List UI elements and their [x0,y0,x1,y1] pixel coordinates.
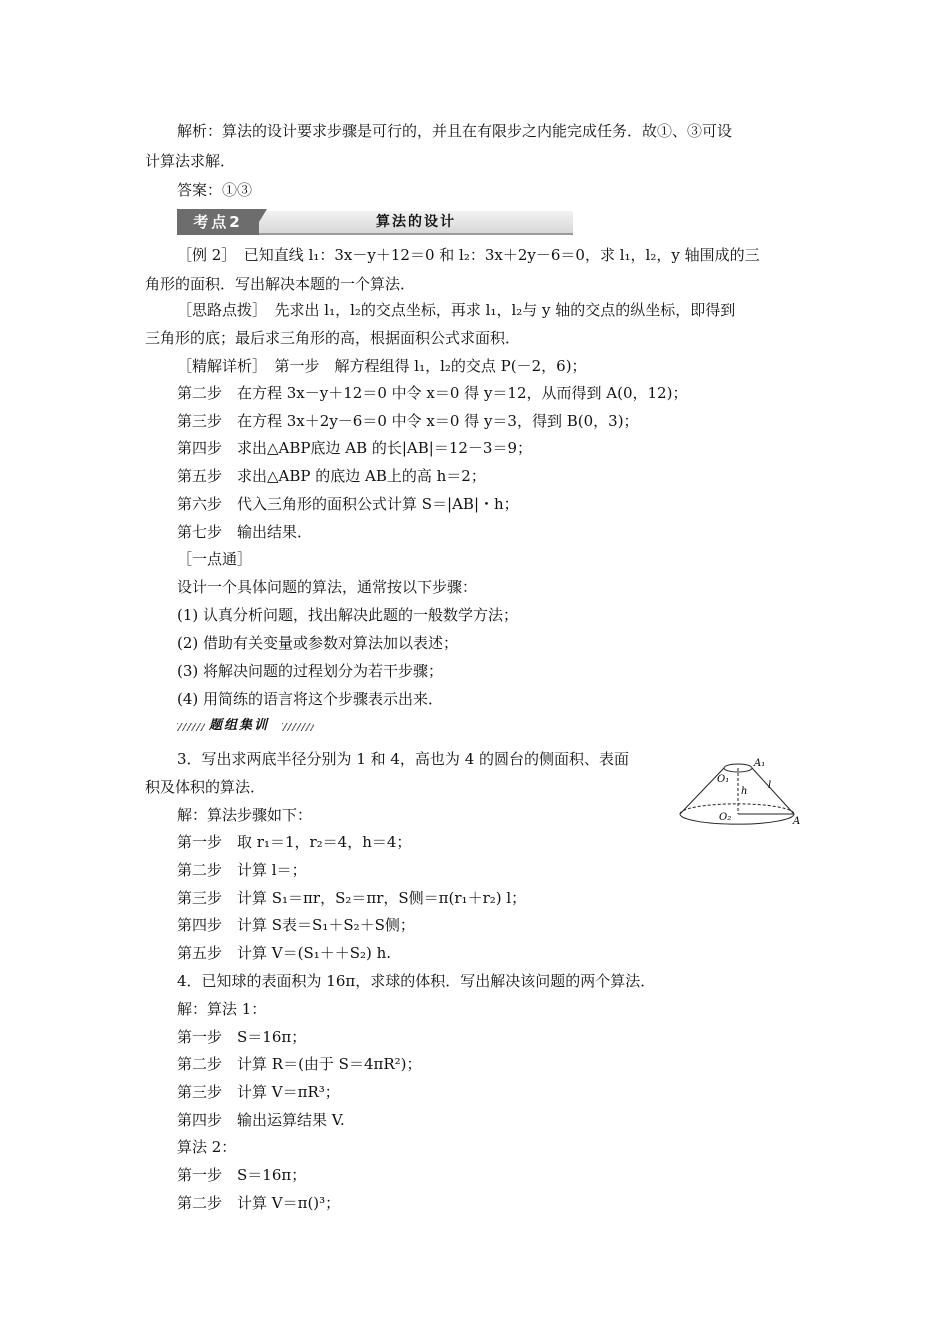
figure-label: l [768,780,772,791]
figure-label: A [793,816,801,827]
solution-step: 第三步 在方程 3x＋2y－6＝0 中令 x＝0 得 y＝3，得到 B(0，3)； [177,412,639,430]
solution-step: 第二步 在方程 3x－y＋12＝0 中令 x＝0 得 y＝12，从而得到 A(0，12)； [177,384,688,402]
banner-tag: 考点2 [177,209,259,235]
tip-item: (3) 将解决问题的过程划分为若干步骤； [177,662,444,680]
solution-step: 第三步 计算 V＝πR³； [177,1083,340,1101]
example-text: ［例 2］ 已知直线 l₁：3x－y＋12＝0 和 l₂：3x＋2y－6＝0，求 l₁，l₂，y 轴围成的三 [177,246,760,264]
figure-label: A₁ [754,758,766,769]
analysis-text: 解析：算法的设计要求步骤是可行的，并且在有限步之内能完成任务．故①、③可设 [177,122,733,140]
tip-label: ［一点通］ [177,550,253,568]
solution-step: 第四步 求出△ABP底边 AB 的长|AB|＝12－3＝9； [177,439,533,457]
solution-step: 第二步 计算 R＝(由于 S＝4πR²)； [177,1055,422,1073]
solution-step: 第四步 计算 S表＝S₁＋S₂＋S侧； [177,916,415,934]
analysis-text-cont: 计算法求解． [145,152,236,170]
hint-text: ［思路点拨］ 先求出 l₁，l₂的交点坐标，再求 l₁，l₂与 y 轴的交点的纵坐标，即得到 [177,301,736,319]
solution-intro: 解：算法步骤如下： [177,806,313,824]
hatch-decoration [177,723,205,731]
example-text-cont: 角形的面积．写出解决本题的一个算法． [145,275,416,293]
banner-title: 算法的设计 [376,214,456,230]
hint-text-cont: 三角形的底；最后求三角形的高，根据面积公式求面积． [145,329,521,347]
solution-step: 第六步 代入三角形的面积公式计算 S＝|AB|・h； [177,495,519,513]
group-heading [177,717,317,735]
solution-step: 第一步 S＝16π； [177,1028,307,1046]
tip-intro: 设计一个具体问题的算法，通常按以下步骤： [177,578,478,596]
solution-step: 第一步 S＝16π； [177,1166,307,1184]
question-text-cont: 积及体积的算法． [145,778,266,796]
solution-step: 第一步 取 r₁＝1，r₂＝4，h＝4； [177,833,412,851]
group-title: 题组集训 [209,718,270,733]
solution-step: 第三步 计算 S₁＝πr，S₂＝πr，S侧＝π(r₁＋r₂) l； [177,889,527,907]
tip-item: (2) 借助有关变量或参数对算法加以表述； [177,634,459,652]
tip-item: (4) 用简练的语言将这个步骤表示出来． [177,690,444,708]
solution-step: 第四步 输出运算结果 V. [177,1111,345,1129]
section-banner [177,209,573,235]
question-text: 3．写出求两底半径分别为 1 和 4，高也为 4 的圆台的侧面积、表面 [177,750,630,768]
solution-step: 第五步 计算 V＝(S₁＋＋S₂) h. [177,944,392,962]
tip-item: (1) 认真分析问题，找出解决此题的一般数学方法； [177,606,519,624]
solution-step: 第七步 输出结果． [177,523,313,541]
answer-text: 答案：①③ [177,181,253,199]
figure-label: O₂ [719,812,732,823]
solution-intro: 解：算法 1： [177,1000,267,1018]
hatch-decoration [282,723,314,731]
figure-label: O₁ [717,774,730,785]
solution-step: 第二步 计算 l＝； [177,861,307,879]
solution-step: ［精解详析］ 第一步 解方程组得 l₁，l₂的交点 P(－2，6)； [177,357,587,375]
figure-label: h [741,786,748,797]
question-text: 4．已知球的表面积为 16π，求球的体积．写出解决该问题的两个算法． [177,972,656,990]
solution-step: 第五步 求出△ABP 的底边 AB上的高 h＝2； [177,467,486,485]
frustum-figure [676,758,801,830]
solution-step: 第二步 计算 V＝π()³； [177,1194,341,1212]
algorithm-label: 算法 2： [177,1138,237,1156]
